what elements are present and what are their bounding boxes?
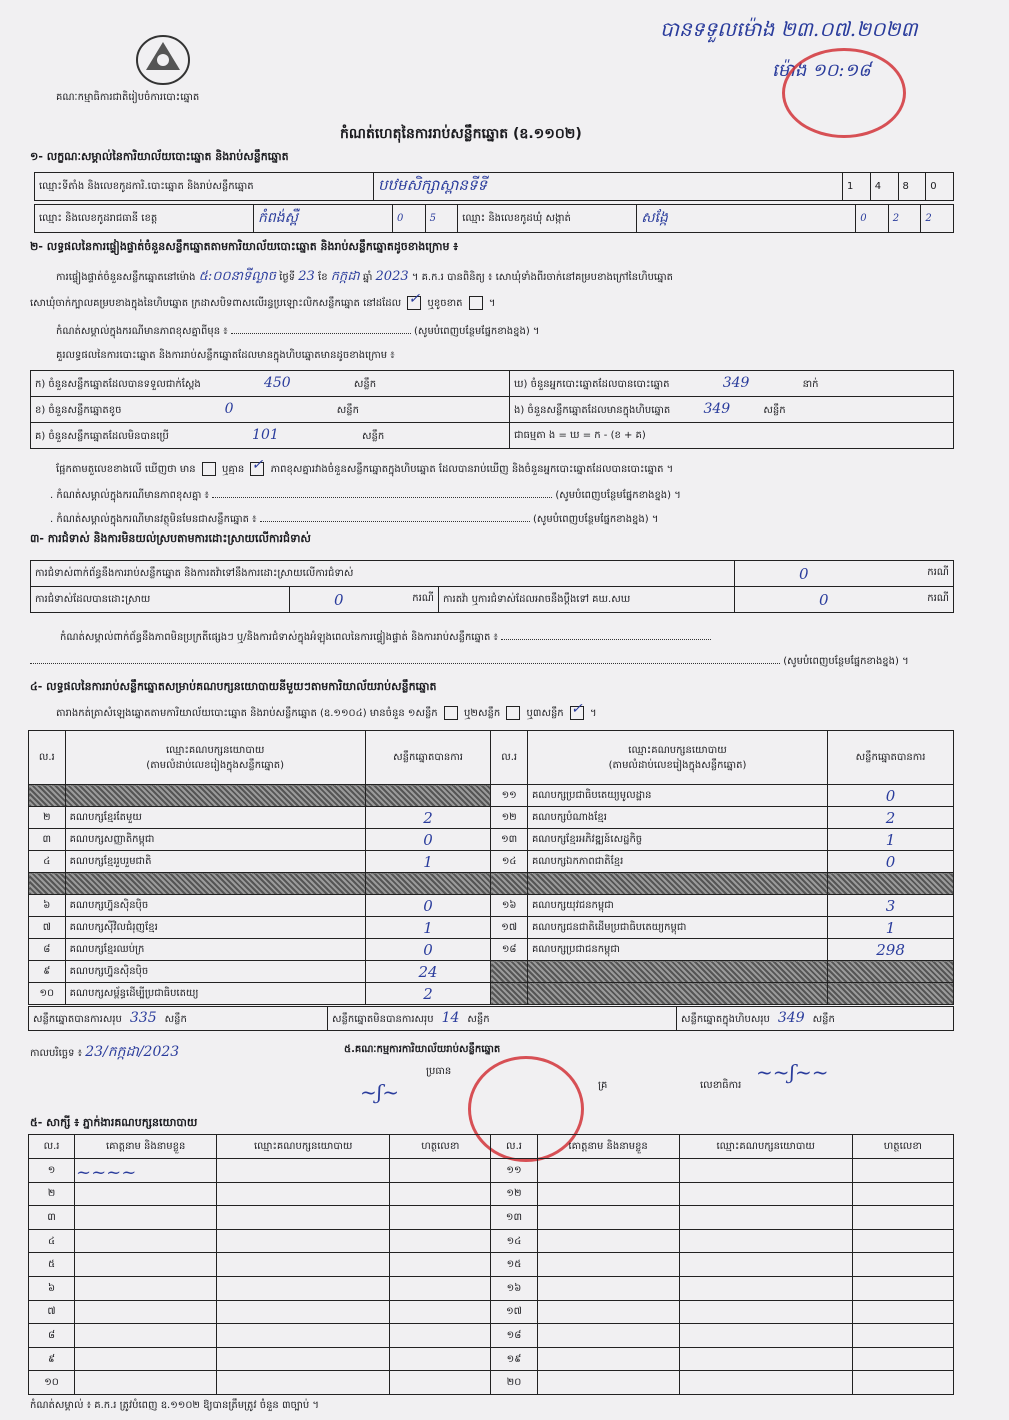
- witness-no: ៤: [29, 1229, 75, 1253]
- official-seal-top: [782, 48, 906, 138]
- result-no: ៨: [29, 939, 66, 961]
- result-name: គណបក្សហ្វ៊ុនស៊ិនប៉ិច: [65, 961, 365, 983]
- witness-name[interactable]: [537, 1206, 679, 1230]
- objections-label: ការជំទាស់ពាក់ព័ន្ធនឹងការរាប់សន្លឹកឆ្នោត និងការតវ៉ាទៅនឹងការដោះស្រាយលើការជំទាស់: [31, 561, 735, 587]
- witness-name[interactable]: [75, 1371, 217, 1395]
- result-votes: [365, 785, 491, 807]
- witness-party[interactable]: [679, 1253, 852, 1277]
- results-body: [29, 785, 954, 1005]
- result-name: គណបក្សបំណាងខ្មែរ: [527, 807, 827, 829]
- chair-label: ប្រធាន: [426, 1066, 452, 1077]
- w-col-sign-left: ហត្ថលេខា: [390, 1135, 491, 1159]
- result-votes: [365, 873, 491, 895]
- witness-sign[interactable]: [852, 1324, 953, 1348]
- date-line: កាលបរិច្ឆេទ ៖ 23/កក្កដា/2023: [30, 1044, 180, 1060]
- witness-no: ១៦: [491, 1276, 537, 1300]
- result-name: គណបក្សខ្មែរឈប់ក្រ: [65, 939, 365, 961]
- results-table: [28, 730, 954, 1005]
- witness-name[interactable]: [537, 1159, 679, 1183]
- result-name: [65, 785, 365, 807]
- month-value: កក្កដា: [330, 269, 360, 284]
- witness-no: ១២: [491, 1182, 537, 1206]
- witness-no: ១៥: [491, 1253, 537, 1277]
- witness-sign[interactable]: [390, 1324, 491, 1348]
- witness-name[interactable]: [75, 1276, 217, 1300]
- result-no: ១៦: [491, 895, 528, 917]
- discrepancy-line: ផ្អែកតាមតួលេខខាងលើ ឃើញថា មាន ឬគ្មាន ✓ ភាពខុសគ្នារវាងចំនួនសន្លឹកឆ្នោតក្នុងហិបឆ្នោត ដែលបានរាប់ឃើញ និងចំនួនអ្នកបោះឆ្នោតដែលបានបោះឆ្នោត ។: [56, 457, 674, 475]
- total-all: សន្លឹកឆ្នោតក្នុងហិបសរុប 349 សន្លឹក: [677, 1007, 954, 1031]
- witness-no: ៨: [29, 1324, 75, 1348]
- witness-no: ១៧: [491, 1300, 537, 1324]
- w-col-no-left: ល.រ: [29, 1135, 75, 1159]
- witness-sign[interactable]: [852, 1371, 953, 1395]
- witness-sign[interactable]: [390, 1347, 491, 1371]
- count-kha-value: 0: [224, 401, 234, 417]
- witness-party[interactable]: [679, 1347, 852, 1371]
- objections-count: 0 ករណី: [735, 561, 954, 587]
- result-name: [527, 983, 827, 1005]
- result-name: គណបក្សសញ្ញាតិកម្ពុជា: [65, 829, 365, 851]
- counts-table: [30, 370, 954, 449]
- secretary-label: លេខាធិការ: [700, 1080, 742, 1091]
- result-votes: 298: [828, 939, 954, 961]
- witness-name[interactable]: [537, 1300, 679, 1324]
- station-code-2: 4: [870, 173, 898, 201]
- witness-sign[interactable]: [852, 1159, 953, 1183]
- results-row: [29, 895, 954, 917]
- result-no: ៣: [29, 829, 66, 851]
- result-no: ២: [29, 807, 66, 829]
- result-no: [29, 785, 66, 807]
- pages-line: តារាងកត់ត្រាសំឡេងឆ្នោតតាមការិយាល័យបោះឆ្នោត និងរាប់សន្លឹកឆ្នោត (ឧ.១១០៤) មានចំនួន ១សន្លឹក ឬ២សន្លឹក ឬ៣សន្លឹក ✓ ។: [56, 701, 597, 719]
- year-value: 2023: [375, 269, 409, 284]
- witness-party[interactable]: [679, 1371, 852, 1395]
- section1-heading: ១- លក្ខណៈសម្គាល់នៃការិយាល័យបោះឆ្នោត និងរាប់សន្លឹកឆ្នោត: [30, 150, 289, 163]
- witness-party[interactable]: [679, 1276, 852, 1300]
- witness-row: [29, 1371, 954, 1395]
- witness-name[interactable]: [75, 1206, 217, 1230]
- witness-no: ១០: [29, 1371, 75, 1395]
- result-votes: 0: [828, 851, 954, 873]
- result-no: ១៧: [491, 917, 528, 939]
- section5-heading: ៥- សាក្សី ៖ ភ្នាក់ងារគណបក្សនយោបាយ: [30, 1116, 198, 1129]
- resolved-count: 0 ករណី: [290, 587, 439, 613]
- witness-no: ៧: [29, 1300, 75, 1324]
- witness-sign[interactable]: [852, 1300, 953, 1324]
- witness-name[interactable]: [537, 1276, 679, 1300]
- witness-name[interactable]: [75, 1253, 217, 1277]
- results-row: [29, 983, 954, 1005]
- result-name: គណបក្សឯកភាពជាតិខ្មែរ: [527, 851, 827, 873]
- result-votes: 2: [365, 807, 491, 829]
- broken-checkbox[interactable]: [469, 296, 483, 310]
- pages-3-checkbox[interactable]: ✓: [570, 706, 584, 720]
- chair-signature: ~ʃ~: [360, 1080, 399, 1104]
- member-label: គ្រ: [598, 1080, 608, 1091]
- section2-heading: ២- លទ្ធផលនៃការផ្ទៀងផ្ទាត់ចំនួនសន្លឹកឆ្នោតតាមការិយាល័យបោះឆ្នោត និងរាប់សន្លឹកឆ្នោតដូចខាងក្រោម ៖: [30, 240, 459, 253]
- province-value: កំពង់ស្ពឺ: [254, 205, 393, 233]
- secretary-signature: ~~ʃ~~: [756, 1060, 829, 1084]
- witness-no: ២០: [491, 1371, 537, 1395]
- result-name: គណបក្សប្រជាធិបតេយ្យមូលដ្ឋាន: [527, 785, 827, 807]
- witness-no: ១១: [491, 1159, 537, 1183]
- result-name: គណបក្សខ្មែរអភិវឌ្ឍន៍សេដ្ឋកិច្ច: [527, 829, 827, 851]
- witness-party[interactable]: [217, 1159, 390, 1183]
- result-no: ១២: [491, 807, 528, 829]
- witness-row: [29, 1182, 954, 1206]
- witness-party[interactable]: [217, 1182, 390, 1206]
- witness-sign[interactable]: [852, 1229, 953, 1253]
- witness-party[interactable]: [217, 1253, 390, 1277]
- witness-party[interactable]: [679, 1324, 852, 1348]
- witness-name[interactable]: [537, 1324, 679, 1348]
- count-ka-value: 450: [263, 375, 291, 391]
- count-kha: ខ) ចំនួនសន្លឹកឆ្នោតខូច 0 សន្លឹក: [31, 397, 510, 423]
- objections-table: [30, 560, 954, 613]
- agency-name: គណៈកម្មាធិការជាតិរៀបចំការបោះឆ្នោត: [56, 92, 200, 103]
- result-no: [491, 961, 528, 983]
- station-value: បឋមសិក្សាស្ពានទីទី: [374, 173, 843, 201]
- count-kho-value: 349: [722, 375, 750, 391]
- result-name: គណបក្សខ្មែរតែមួយ: [65, 807, 365, 829]
- results-row: [29, 873, 954, 895]
- witness-party[interactable]: [679, 1182, 852, 1206]
- result-no: ១០: [29, 983, 66, 1005]
- result-name: គណបក្សហ្វ៊ុនស៊ិនប៉ិច: [65, 895, 365, 917]
- witness-sign[interactable]: [390, 1253, 491, 1277]
- province-label: ឈ្មោះ និងលេខកូដរាជធានី ខេត្ត: [35, 205, 254, 233]
- result-votes: [828, 983, 954, 1005]
- witness-no: ៩: [29, 1347, 75, 1371]
- received-time: ម៉ោង ១០:១៨: [772, 60, 871, 81]
- count-ka: ក) ចំនួនសន្លឹកឆ្នោតដែលបានទទួលជាក់ស្តែង 450 សន្លឹក: [31, 371, 510, 397]
- result-votes: 1: [365, 851, 491, 873]
- col-party-right: ឈ្មោះគណបក្សនយោបាយ (តាមលំដាប់លេខរៀងក្នុងសន្លឹកឆ្នោត): [527, 731, 827, 785]
- witness-no: ២: [29, 1182, 75, 1206]
- witness-sign[interactable]: [852, 1182, 953, 1206]
- col-no-left: ល.រ: [29, 731, 66, 785]
- result-no: ១៨: [491, 939, 528, 961]
- note-diff-line: . កំណត់សម្គាល់ក្នុងករណីមានភាពខុសគ្នា ៖ (សូមបំពេញបន្ថែមផ្នែកខាងខ្នង) ។: [50, 490, 681, 501]
- witness-no: ១: [29, 1159, 75, 1183]
- section1-table: [34, 172, 954, 201]
- pages-1-checkbox[interactable]: [444, 706, 458, 720]
- witness-sign[interactable]: [390, 1206, 491, 1230]
- result-no: ១៣: [491, 829, 528, 851]
- result-no: [491, 873, 528, 895]
- result-no: ៧: [29, 917, 66, 939]
- witness-row: [29, 1300, 954, 1324]
- seal-check-line: សោឃុំចាក់ក្បាលគម្របខាងក្នុងនៃហិបឆ្នោត ក្រដាសបិទពាសលើរន្ធប្រឡោះលិកសន្លឹកឆ្នោត នៅដដែល ✓ ឬខូចខាត ។: [30, 291, 496, 309]
- result-votes: 0: [365, 829, 491, 851]
- witness-sign[interactable]: [852, 1206, 953, 1230]
- result-votes: [828, 961, 954, 983]
- result-name: គណបក្សជនជាតិដើមប្រជាធិបតេយ្យកម្ពុជា: [527, 917, 827, 939]
- result-no: ៩: [29, 961, 66, 983]
- witness-no: ១៤: [491, 1229, 537, 1253]
- results-row: [29, 851, 954, 873]
- day-value: 23: [298, 269, 315, 284]
- w-col-no-right: ល.រ: [491, 1135, 537, 1159]
- witness-sign[interactable]: [390, 1159, 491, 1183]
- document-title: កំណត់ហេតុនៃការរាប់សន្លឹកឆ្នោត (ឧ.១១០២): [340, 126, 582, 142]
- intact-checkbox[interactable]: ✓: [407, 296, 421, 310]
- w-col-party-right: ឈ្មោះគណបក្សនយោបាយ: [679, 1135, 852, 1159]
- pages-2-checkbox[interactable]: [506, 706, 520, 720]
- result-name: គណបក្សប្រជាជនកម្ពុជា: [527, 939, 827, 961]
- result-name: គណបក្សស៊ីវិលជំរុញខ្មែរ: [65, 917, 365, 939]
- witness-sign[interactable]: [390, 1182, 491, 1206]
- result-votes: 0: [365, 939, 491, 961]
- results-row: [29, 829, 954, 851]
- witness-no: ១៩: [491, 1347, 537, 1371]
- w-col-name-left: គោត្តនាម និងនាមខ្លួន: [75, 1135, 217, 1159]
- witness-sign[interactable]: [852, 1253, 953, 1277]
- witness-no: ៣: [29, 1206, 75, 1230]
- witness-name[interactable]: [537, 1347, 679, 1371]
- witness-name[interactable]: [75, 1347, 217, 1371]
- commune-code-2: 2: [888, 205, 921, 233]
- witness-row: [29, 1159, 954, 1183]
- result-votes: 0: [828, 785, 954, 807]
- result-name: គណបក្សខ្មែររួបរួមជាតិ: [65, 851, 365, 873]
- appeal-label: ការតវ៉ា ឬការជំទាស់ដែលអាចនឹងប្តឹងទៅ គឃ.សឃ: [439, 587, 735, 613]
- count-ngo-value: 349: [703, 401, 731, 417]
- station-label: ឈ្មោះទីតាំង និងលេខកូដការិ.បោះឆ្នោត និងរាប់សន្លឹកឆ្នោត: [35, 173, 374, 201]
- w-col-party-left: ឈ្មោះគណបក្សនយោបាយ: [217, 1135, 390, 1159]
- result-name: [527, 961, 827, 983]
- witness-row: [29, 1229, 954, 1253]
- witness-row: [29, 1347, 954, 1371]
- witness-name[interactable]: [75, 1324, 217, 1348]
- result-name: គណបក្សសម្ព័ន្ធដើម្បីប្រជាធិបតេយ្យ: [65, 983, 365, 1005]
- witness-party[interactable]: [679, 1159, 852, 1183]
- witness-party[interactable]: [217, 1347, 390, 1371]
- witness-name[interactable]: [75, 1229, 217, 1253]
- witness-row: [29, 1324, 954, 1348]
- results-row: [29, 939, 954, 961]
- total-invalid: សន្លឹកឆ្នោតមិនបានការសរុប 14 សន្លឹក: [328, 1007, 677, 1031]
- witness-sign[interactable]: [852, 1276, 953, 1300]
- results-row: [29, 807, 954, 829]
- commune-label: ឈ្មោះ និងលេខកូដឃុំ សង្កាត់: [458, 205, 637, 233]
- commune-value: សង្កែ: [637, 205, 856, 233]
- footer-note: កំណត់សម្គាល់ ៖ គ.ក.រ ត្រូវបំពេញ ឧ.១១០២ ឱ្យបានត្រឹមត្រូវ ចំនួន ៣ច្បាប់ ។: [30, 1400, 319, 1411]
- w-col-sign-right: ហត្ថលេខា: [852, 1135, 953, 1159]
- result-votes: 3: [828, 895, 954, 917]
- witness-sign[interactable]: [390, 1371, 491, 1395]
- result-name: គណបក្សយុវជនកម្ពុជា: [527, 895, 827, 917]
- count-kho: ឃ) ចំនួនអ្នកបោះឆ្នោតដែលបានបោះឆ្នោត 349 នាក់: [510, 371, 954, 397]
- committee-heading: ៥.គណៈកម្មការការិយាល័យរាប់សន្លឹកឆ្នោត: [344, 1044, 501, 1055]
- note-broken-line: កំណត់សម្គាល់ក្នុងករណីមានភាពខុសគ្នាពីមុន ៖ (សូមបំពេញបន្ថែមផ្នែកខាងខ្នង) ។: [56, 326, 540, 337]
- witness-no: ១៨: [491, 1324, 537, 1348]
- result-votes: 1: [365, 917, 491, 939]
- results-row: [29, 785, 954, 807]
- result-no: ១១: [491, 785, 528, 807]
- result-no: [29, 873, 66, 895]
- counts-intro: គួរលទ្ធផលនៃការបោះឆ្នោត និងការរាប់សន្លឹកឆ្នោតដែលមានក្នុងហិបឆ្នោតមានដូចខាងក្រោម ៖: [56, 350, 395, 361]
- result-name: [65, 873, 365, 895]
- irregularities-note-cont: (សូមបំពេញបន្ថែមផ្នែកខាងខ្នង) ។: [30, 654, 909, 669]
- witness-table: [28, 1134, 954, 1395]
- witness-sign[interactable]: [390, 1276, 491, 1300]
- result-no: [491, 983, 528, 1005]
- witness-name[interactable]: [537, 1229, 679, 1253]
- totals-table: [28, 1006, 954, 1031]
- count-formula: ជាធម្មតា ង = ឃ = ក - (ខ + គ): [510, 423, 954, 449]
- commune-code-3: 2: [921, 205, 954, 233]
- witness-party[interactable]: [679, 1229, 852, 1253]
- province-code-1: 0: [393, 205, 426, 233]
- received-note: បានទទួលម៉ោង ២៣.០៧.២០២៣: [660, 17, 918, 41]
- witness-no: ៥: [29, 1253, 75, 1277]
- resolved-label: ការជំទាស់ដែលបានដោះស្រាយ: [31, 587, 290, 613]
- result-votes: [828, 873, 954, 895]
- commune-code-1: 0: [856, 205, 889, 233]
- witness-sign[interactable]: [390, 1300, 491, 1324]
- witness-no: ១៣: [491, 1206, 537, 1230]
- result-votes: 24: [365, 961, 491, 983]
- irregularities-note: កំណត់សម្គាល់ពាក់ព័ន្ធនឹងភាពមិនប្រក្រតីផ្សេងៗ ឬ/និងការជំទាស់ក្នុងអំឡុងពេលនៃការផ្ទៀងផ្ទាត់ និងការរាប់សន្លឹកឆ្នោត ៖: [60, 630, 711, 645]
- col-votes-right: សន្លឹកឆ្នោតបានការ: [828, 731, 954, 785]
- count-ko: គ) ចំនួនសន្លឹកឆ្នោតដែលមិនបានប្រើ 101 សន្លឹក: [31, 423, 510, 449]
- time-value: ៥:០០នាទីល្ងាច: [198, 269, 277, 284]
- station-code-3: 8: [898, 173, 926, 201]
- result-no: ៤: [29, 851, 66, 873]
- count-ko-value: 101: [252, 427, 279, 443]
- results-row: [29, 917, 954, 939]
- witness-party[interactable]: [217, 1229, 390, 1253]
- result-no: ៦: [29, 895, 66, 917]
- witness-party[interactable]: [679, 1206, 852, 1230]
- witness-row: [29, 1253, 954, 1277]
- result-votes: 0: [365, 895, 491, 917]
- result-no: ១៤: [491, 851, 528, 873]
- witness-party[interactable]: [217, 1324, 390, 1348]
- result-votes: 2: [828, 807, 954, 829]
- witness-party[interactable]: [217, 1300, 390, 1324]
- witness-handwriting: ~~~~: [76, 1162, 137, 1183]
- station-code-4: 0: [926, 173, 954, 201]
- w-col-name-right: គោត្តនាម និងនាមខ្លួន: [537, 1135, 679, 1159]
- result-votes: 1: [828, 917, 954, 939]
- no-discrepancy-checkbox[interactable]: ✓: [250, 462, 264, 476]
- witness-no: ៦: [29, 1276, 75, 1300]
- result-name: [527, 873, 827, 895]
- witness-name[interactable]: [75, 1300, 217, 1324]
- total-valid: សន្លឹកឆ្នោតបានការសរុប 335 សន្លឹក: [29, 1007, 328, 1031]
- has-discrepancy-checkbox[interactable]: [202, 462, 216, 476]
- section4-heading: ៤- លទ្ធផលនៃការរាប់សន្លឹកឆ្នោតសម្រាប់គណបក្សនយោបាយនីមួយៗតាមការិយាល័យរាប់សន្លឹកឆ្នោត: [30, 680, 437, 693]
- province-code-2: 5: [425, 205, 458, 233]
- col-votes-left: សន្លឹកឆ្នោតបានការ: [365, 731, 491, 785]
- witness-name[interactable]: [537, 1371, 679, 1395]
- results-row: [29, 961, 954, 983]
- witness-row: [29, 1206, 954, 1230]
- witness-name[interactable]: [537, 1182, 679, 1206]
- witness-sign[interactable]: [390, 1229, 491, 1253]
- witness-party[interactable]: [217, 1276, 390, 1300]
- station-code-1: 1: [843, 173, 871, 201]
- witness-party[interactable]: [217, 1371, 390, 1395]
- col-party-left: ឈ្មោះគណបក្សនយោបាយ (តាមលំដាប់លេខរៀងក្នុងសន្លឹកឆ្នោត): [65, 731, 365, 785]
- witness-party[interactable]: [217, 1206, 390, 1230]
- result-votes: 1: [828, 829, 954, 851]
- col-no-right: ល.រ: [491, 731, 528, 785]
- emblem-icon: [132, 30, 194, 88]
- verification-line: ការផ្ទៀងផ្ទាត់ចំនួនសន្លឹកឆ្នោតនៅម៉ោង ៥:០០នាទីល្ងាច ថ្ងៃទី 23 ខែ កក្កដា ឆ្នាំ 2023 ។ គ.ក.រ បានពិនិត្យ ៖ សោឃុំទាំងពីរចាក់នៅគម្របខាងក្រៅនៃហិបឆ្នោត: [56, 269, 673, 284]
- section1-table-row2: [34, 204, 954, 233]
- witness-body: [29, 1159, 954, 1395]
- witness-party[interactable]: [679, 1300, 852, 1324]
- witness-name[interactable]: [75, 1182, 217, 1206]
- section3-heading: ៣- ការជំទាស់ និងការមិនយល់ស្របតាមការដោះស្រាយលើការជំទាស់: [30, 532, 311, 545]
- appeal-count: 0 ករណី: [735, 587, 954, 613]
- witness-row: [29, 1276, 954, 1300]
- count-ngo: ង) ចំនួនសន្លឹកឆ្នោតដែលមានក្នុងហិបឆ្នោត 349 សន្លឹក: [510, 397, 954, 423]
- note-foreign-line: . កំណត់សម្គាល់ក្នុងករណីមានវត្ថុមិនមែនជាសន្លឹកឆ្នោត ៖ (សូមបំពេញបន្ថែមផ្នែកខាងខ្នង) ។: [50, 514, 659, 525]
- date-value: 23/កក្កដា/2023: [85, 1044, 180, 1060]
- witness-sign[interactable]: [852, 1347, 953, 1371]
- result-votes: 2: [365, 983, 491, 1005]
- witness-name[interactable]: [537, 1253, 679, 1277]
